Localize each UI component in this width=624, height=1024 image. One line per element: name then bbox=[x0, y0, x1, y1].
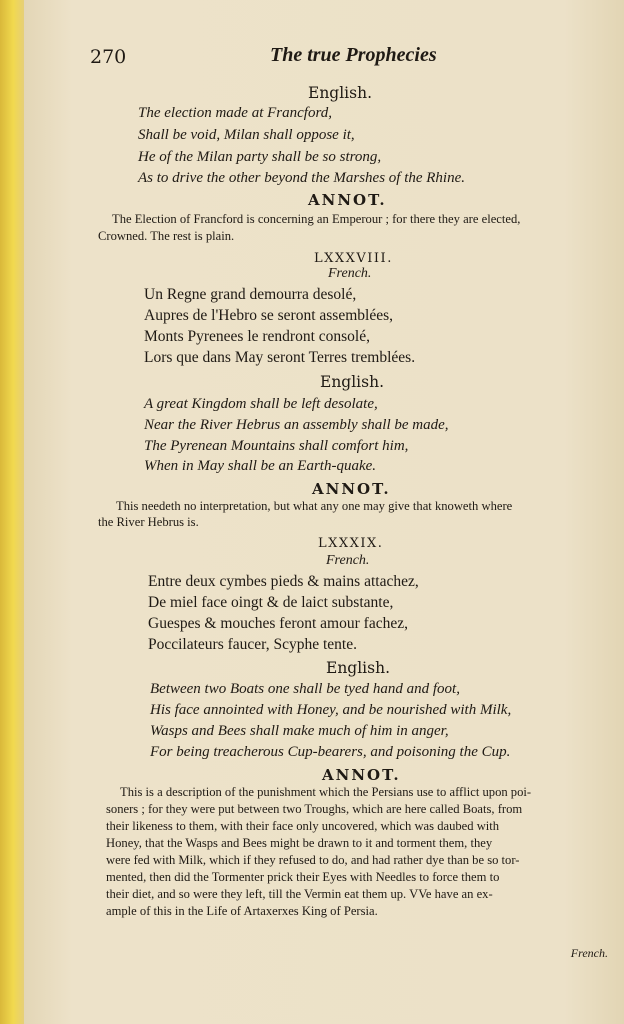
prophecy-number: LXXXIX. bbox=[318, 536, 384, 551]
annot-line: their likeness to them, with their face only uncovered, which was daubed with bbox=[106, 819, 500, 833]
running-head: The true Prophecies bbox=[270, 44, 437, 66]
verse-line: Poccilateurs faucer, Scyphe tente. bbox=[148, 636, 357, 653]
annot-line: This needeth no interpretation, but what any one may give that knoweth where bbox=[116, 499, 513, 513]
annot-line: This is a description of the punishment which the Persians use to afflict upon poi- bbox=[120, 785, 532, 799]
verse-line: Shall be void, Milan shall oppose it, bbox=[138, 127, 355, 143]
annot-line: Honey, that the Wasps and Bees might be drawn to it and torment them, they bbox=[106, 836, 493, 850]
verse-line: Between two Boats one shall be tyed hand and foot, bbox=[150, 681, 460, 697]
verse-line: Monts Pyrenees le rendront consolé, bbox=[144, 328, 370, 345]
verse-line: As to drive the other beyond the Marshes of the Rhine. bbox=[138, 170, 466, 186]
catchword: French. bbox=[570, 946, 608, 960]
verse-line: Aupres de l'Hebro se seront assemblées, bbox=[144, 307, 393, 324]
annot-line: ample of this in the Life of Artaxerxes King of Persia. bbox=[106, 904, 378, 918]
verse-line: When in May shall be an Earth-quake. bbox=[144, 458, 377, 474]
annot-heading: ANNOT. bbox=[312, 480, 391, 498]
verse-line: A great Kingdom shall be left desolate, bbox=[144, 396, 378, 412]
english-heading: English. bbox=[326, 659, 390, 677]
annot-line: their diet, and so were they left, till the Vermin eat them up. VVe have an ex- bbox=[106, 887, 493, 901]
english-heading: English. bbox=[320, 373, 384, 391]
annot-heading: ANNOT. bbox=[308, 191, 387, 209]
page-edge-gilt bbox=[0, 0, 24, 1024]
verse-line: His face annointed with Honey, and be nourished with Milk, bbox=[150, 702, 512, 718]
verse-line: For being treacherous Cup-bearers, and poisoning the Cup. bbox=[150, 744, 511, 760]
french-heading: French. bbox=[328, 266, 372, 281]
verse-line: The election made at Francford, bbox=[138, 105, 332, 121]
verse-line: Guespes & mouches feront amour fachez, bbox=[148, 615, 408, 632]
verse-line: The Pyrenean Mountains shall comfort him, bbox=[144, 438, 409, 454]
english-heading: English. bbox=[308, 84, 372, 102]
verse-line: He of the Milan party shall be so strong, bbox=[138, 149, 382, 165]
verse-line: Wasps and Bees shall make much of him in anger, bbox=[150, 723, 449, 739]
annot-line: mented, then did the Tormenter prick their Eyes with Needles to force them to bbox=[106, 870, 500, 884]
verse-line: De miel face oingt & de laict substante, bbox=[148, 594, 394, 611]
verse-line: Lors que dans May seront Terres tremblées. bbox=[144, 349, 416, 366]
page-number: 270 bbox=[90, 46, 127, 68]
french-heading: French. bbox=[326, 553, 370, 568]
annot-line: were fed with Milk, which if they refused to do, and had rather dye than be so tor- bbox=[106, 853, 520, 867]
annot-line: the River Hebrus is. bbox=[98, 515, 199, 529]
verse-line: Un Regne grand demourra desolé, bbox=[144, 286, 357, 303]
annot-line: Crowned. The rest is plain. bbox=[98, 229, 235, 243]
verse-line: Entre deux cymbes pieds & mains attachez, bbox=[148, 573, 419, 590]
annot-line: The Election of Francford is concerning an Emperour ; for there they are elected, bbox=[112, 212, 521, 226]
verse-line: Near the River Hebrus an assembly shall be made, bbox=[144, 417, 449, 433]
prophecy-number: LXXXVIII. bbox=[314, 251, 393, 266]
annot-line: soners ; for they were put between two Troughs, which are here called Boats, from bbox=[106, 802, 523, 816]
annot-heading: ANNOT. bbox=[322, 766, 401, 784]
